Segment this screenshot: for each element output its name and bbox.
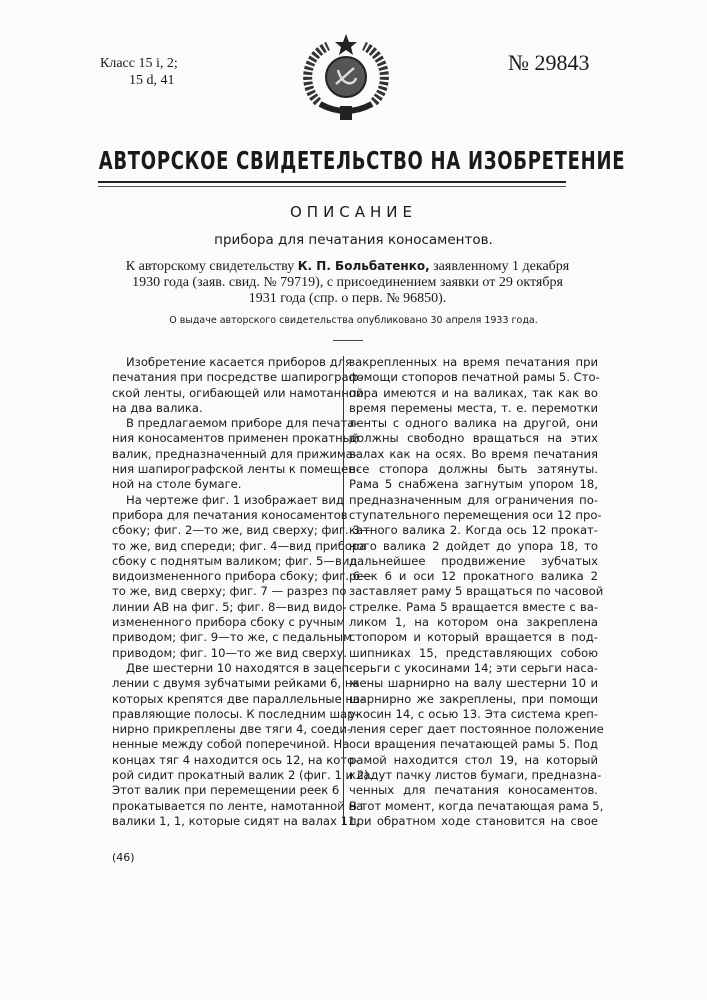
description-heading: ОПИСАНИЕ <box>0 203 707 221</box>
classification <box>100 55 178 89</box>
description-subtitle: прибора для печатания коносаментов. <box>0 232 707 248</box>
text-line: сбоку с поднятым валиком; фиг. 5—вид <box>112 554 333 569</box>
text-line: то же, вид сверху; фиг. 7 — разрез по <box>112 584 333 599</box>
text-line: жены шарнирно на валу шестерни 10 и <box>349 676 598 691</box>
text-line: время перемены места, т. е. перемотки <box>349 401 598 416</box>
text-line: катного валика 2. Когда ось 12 прокат- <box>349 523 598 538</box>
right-column <box>349 355 598 829</box>
text-line: пора имеются и на валиках, так как во <box>349 386 598 401</box>
text-line: оси вращения печатающей рамы 5. Под <box>349 737 598 752</box>
text-line: закрепленных на время печатания при <box>349 355 598 370</box>
left-column <box>112 355 333 829</box>
intro-rest: заявленному 1 декабря 1930 года (заяв. свид. № 79719), с присоединением заявки от 29 октября 1931 года (спр. о перв. № 96850). <box>132 259 569 306</box>
text-line: ния шапирографской ленты к помещен- <box>112 462 333 477</box>
text-line: рамой находится стол 19, на который <box>349 753 598 768</box>
text-line: ненные между собой поперечиной. На <box>112 737 333 752</box>
text-line: В предлагаемом приборе для печата- <box>112 416 333 431</box>
text-line: валик, предназначенный для прижима- <box>112 447 333 462</box>
text-line: прокатывается по ленте, намотанной на <box>112 799 333 814</box>
author-name: К. П. Больбатенко, <box>298 259 430 273</box>
text-line: на два валика. <box>112 401 333 416</box>
text-line: Две шестерни 10 находятся в зацеп- <box>112 661 333 676</box>
text-line: Рама 5 снабжена загнутым упором 18, <box>349 477 598 492</box>
column-top-rule <box>333 340 363 341</box>
text-line: измененного прибора сбоку с ручным <box>112 615 333 630</box>
text-line: приводом; фиг. 9—то же, с педальным <box>112 630 333 645</box>
text-line: ликом 1, на котором она закреплена <box>349 615 598 630</box>
column-divider <box>343 356 344 824</box>
description-intro <box>125 258 570 307</box>
text-line: предназначенным для ограничения по- <box>349 493 598 508</box>
class-line-1: Класс 15 i, 2; <box>100 55 178 72</box>
publication-note: О выдаче авторского свидетельства опубликовано 30 апреля 1933 года. <box>0 315 707 326</box>
text-line: кладут пачку листов бумаги, предназна- <box>349 768 598 783</box>
page-code: (46) <box>112 851 135 864</box>
text-line: должны свободно вращаться на этих <box>349 431 598 446</box>
text-line: печатания при посредстве шапирограф- <box>112 370 333 385</box>
text-line: ступательного перемещения оси 12 про- <box>349 508 598 523</box>
class-line-2: 15 d, 41 <box>100 72 178 89</box>
text-line: заставляет раму 5 вращаться по часовой <box>349 584 598 599</box>
text-line: ной на столе бумаге. <box>112 477 333 492</box>
text-line: концах тяг 4 находится ось 12, на кото- <box>112 753 333 768</box>
text-line: прибора для печатания коносаментов <box>112 508 333 523</box>
text-line: стопором и который вращается в под- <box>349 630 598 645</box>
text-line: Этот валик при перемещении реек 6 <box>112 783 333 798</box>
text-line: ченных для печатания коносаментов. <box>349 783 598 798</box>
text-line: приводом; фиг. 10—то же вид сверху. <box>112 646 333 661</box>
state-emblem-icon <box>298 32 394 124</box>
text-line: ления серег дает постоянное положение <box>349 722 598 737</box>
document-title: АВТОРСКОЕ СВИДЕТЕЛЬСТВО НА ИЗОБРЕТЕНИЕ <box>99 146 566 175</box>
text-line: дальнейшее продвижение зубчатых <box>349 554 598 569</box>
text-line: реек 6 и оси 12 прокатного валика 2 <box>349 569 598 584</box>
text-line: ного валика 2 дойдет до упора 18, то <box>349 539 598 554</box>
text-line: правляющие полосы. К последним шар- <box>112 707 333 722</box>
text-line: валах как на осях. Во время печатания <box>349 447 598 462</box>
title-rule <box>98 181 566 187</box>
text-line: На чертеже фиг. 1 изображает вид <box>112 493 333 508</box>
text-line: ской ленты, огибающей или намотанной <box>112 386 333 401</box>
text-line: все стопора должны быть затянуты. <box>349 462 598 477</box>
text-line: при обратном ходе становится на свое <box>349 814 598 829</box>
text-line: рой сидит прокатный валик 2 (фиг. 1 и 2). <box>112 768 333 783</box>
text-line: валики 1, 1, которые сидят на валах 11, <box>112 814 333 829</box>
title-container <box>98 146 566 176</box>
text-line: Изобретение касается приборов для <box>112 355 333 370</box>
text-line: видоизмененного прибора сбоку; фиг. 6— <box>112 569 333 584</box>
text-line: ния коносаментов применен прокатный <box>112 431 333 446</box>
text-line: которых крепятся две параллельные на- <box>112 692 333 707</box>
text-line: сбоку; фиг. 2—то же, вид сверху; фиг. 3— <box>112 523 333 538</box>
text-line: серьги с укосинами 14; эти серьги наса- <box>349 661 598 676</box>
text-line: стрелке. Рама 5 вращается вместе с ва- <box>349 600 598 615</box>
text-line: то же, вид спереди; фиг. 4—вид прибора <box>112 539 333 554</box>
text-line: нирно прикреплены две тяги 4, соеди- <box>112 722 333 737</box>
text-line: шарнирно же закреплены, при помощи <box>349 692 598 707</box>
text-line: ленты с одного валика на другой, они <box>349 416 598 431</box>
intro-lead: К авторскому свидетельству <box>126 259 294 274</box>
text-line: В тот момент, когда печатающая рама 5, <box>349 799 598 814</box>
text-line: шипниках 15, представляющих собою <box>349 646 598 661</box>
certificate-number: № 29843 <box>508 50 590 76</box>
text-line: помощи стопоров печатной рамы 5. Сто- <box>349 370 598 385</box>
text-line: лении с двумя зубчатыми рейками 6, на <box>112 676 333 691</box>
text-line: линии AB на фиг. 5; фиг. 8—вид видо- <box>112 600 333 615</box>
text-line: укосин 14, с осью 13. Эта система креп- <box>349 707 598 722</box>
